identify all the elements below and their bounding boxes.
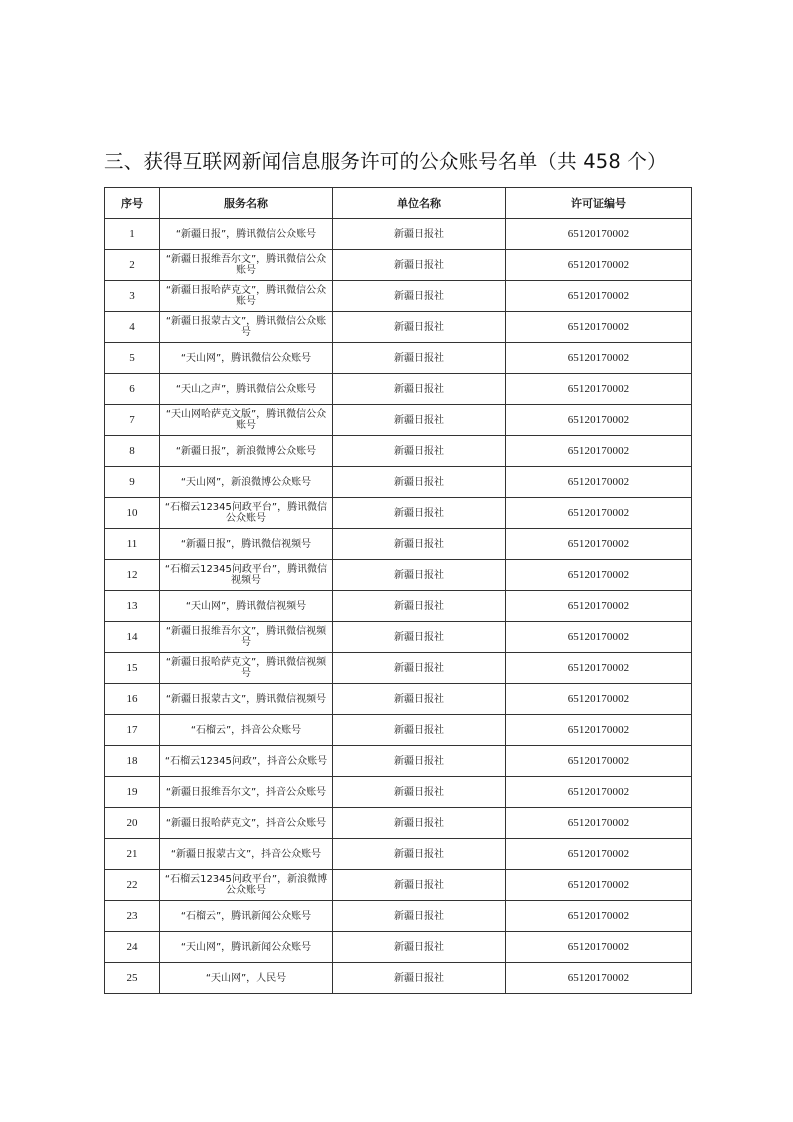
unit-name: 新疆日报社 [333,653,506,684]
table-row [105,622,692,653]
table-row [105,901,692,932]
table-row [105,281,692,312]
unit-name: 新疆日报社 [333,436,506,467]
license-number: 65120170002 [506,932,692,963]
table-row [105,808,692,839]
table-row [105,498,692,529]
service-name: “新疆日报”，腾讯微信视频号 [160,529,333,560]
row-number: 4 [105,312,160,343]
unit-name: 新疆日报社 [333,901,506,932]
service-name: “新疆日报哈萨克文”，腾讯微信公众账号 [160,281,333,312]
license-number: 65120170002 [506,622,692,653]
row-number: 8 [105,436,160,467]
service-name: “天山网”，腾讯新闻公众账号 [160,932,333,963]
license-number: 65120170002 [506,591,692,622]
license-number: 65120170002 [506,684,692,715]
service-name: “天山网哈萨克文版”，腾讯微信公众账号 [160,405,333,436]
unit-name: 新疆日报社 [333,777,506,808]
service-name: “新疆日报蒙古文”，腾讯微信视频号 [160,684,333,715]
table-row [105,932,692,963]
service-name: “天山之声”，腾讯微信公众账号 [160,374,333,405]
unit-name: 新疆日报社 [333,808,506,839]
unit-name: 新疆日报社 [333,498,506,529]
service-name: “新疆日报蒙古文”，腾讯微信公众账号 [160,312,333,343]
unit-name: 新疆日报社 [333,715,506,746]
license-number: 65120170002 [506,746,692,777]
table-row [105,715,692,746]
unit-name: 新疆日报社 [333,250,506,281]
license-number: 65120170002 [506,343,692,374]
table-row [105,250,692,281]
license-number: 65120170002 [506,219,692,250]
license-table [104,187,692,994]
table-row [105,777,692,808]
table-row [105,343,692,374]
table-row [105,591,692,622]
license-number: 65120170002 [506,281,692,312]
row-number: 7 [105,405,160,436]
license-number: 65120170002 [506,901,692,932]
unit-name: 新疆日报社 [333,374,506,405]
service-name: “新疆日报哈萨克文”，抖音公众账号 [160,808,333,839]
row-number: 9 [105,467,160,498]
unit-name: 新疆日报社 [333,343,506,374]
license-number: 65120170002 [506,405,692,436]
license-number: 65120170002 [506,715,692,746]
service-name: “天山网”，腾讯微信视频号 [160,591,333,622]
row-number: 21 [105,839,160,870]
unit-name: 新疆日报社 [333,281,506,312]
table-row [105,529,692,560]
row-number: 17 [105,715,160,746]
table-row [105,405,692,436]
service-name: “新疆日报维吾尔文”，抖音公众账号 [160,777,333,808]
table-header-row [105,188,692,219]
service-name: “石榴云12345问政平台”，腾讯微信公众账号 [160,498,333,529]
row-number: 16 [105,684,160,715]
table-body [105,219,692,994]
unit-name: 新疆日报社 [333,870,506,901]
row-number: 19 [105,777,160,808]
unit-name: 新疆日报社 [333,839,506,870]
license-number: 65120170002 [506,839,692,870]
row-number: 5 [105,343,160,374]
row-number: 23 [105,901,160,932]
table-row [105,839,692,870]
service-name: “天山网”，腾讯微信公众账号 [160,343,333,374]
license-number: 65120170002 [506,436,692,467]
row-number: 12 [105,560,160,591]
license-number: 65120170002 [506,653,692,684]
page-title: 三、获得互联网新闻信息服务许可的公众账号名单（共 458 个） [104,150,667,173]
row-number: 14 [105,622,160,653]
service-name: “新疆日报维吾尔文”，腾讯微信公众账号 [160,250,333,281]
row-number: 25 [105,963,160,994]
table-row [105,653,692,684]
table-row [105,219,692,250]
unit-name: 新疆日报社 [333,312,506,343]
service-name: “新疆日报”，腾讯微信公众账号 [160,219,333,250]
license-number: 65120170002 [506,312,692,343]
row-number: 22 [105,870,160,901]
table-row [105,684,692,715]
header-service-name: 服务名称 [160,188,333,219]
license-number: 65120170002 [506,870,692,901]
row-number: 1 [105,219,160,250]
row-number: 6 [105,374,160,405]
license-number: 65120170002 [506,808,692,839]
table-row [105,746,692,777]
table-row [105,870,692,901]
unit-name: 新疆日报社 [333,746,506,777]
license-number: 65120170002 [506,963,692,994]
license-number: 65120170002 [506,467,692,498]
table-row [105,312,692,343]
service-name: “新疆日报维吾尔文”，腾讯微信视频号 [160,622,333,653]
service-name: “石榴云”，腾讯新闻公众账号 [160,901,333,932]
unit-name: 新疆日报社 [333,622,506,653]
license-number: 65120170002 [506,529,692,560]
unit-name: 新疆日报社 [333,219,506,250]
header-license-number: 许可证编号 [506,188,692,219]
table-row [105,467,692,498]
table-row [105,436,692,467]
unit-name: 新疆日报社 [333,932,506,963]
unit-name: 新疆日报社 [333,684,506,715]
row-number: 3 [105,281,160,312]
row-number: 20 [105,808,160,839]
row-number: 18 [105,746,160,777]
license-number: 65120170002 [506,374,692,405]
service-name: “新疆日报”，新浪微博公众账号 [160,436,333,467]
service-name: “石榴云12345问政平台”，腾讯微信视频号 [160,560,333,591]
row-number: 2 [105,250,160,281]
table-row [105,374,692,405]
header-unit-name: 单位名称 [333,188,506,219]
service-name: “天山网”，人民号 [160,963,333,994]
license-number: 65120170002 [506,560,692,591]
unit-name: 新疆日报社 [333,591,506,622]
service-name: “石榴云12345问政平台”，新浪微博公众账号 [160,870,333,901]
service-name: “新疆日报哈萨克文”，腾讯微信视频号 [160,653,333,684]
service-name: “石榴云12345问政”，抖音公众账号 [160,746,333,777]
service-name: “新疆日报蒙古文”，抖音公众账号 [160,839,333,870]
unit-name: 新疆日报社 [333,405,506,436]
unit-name: 新疆日报社 [333,529,506,560]
row-number: 24 [105,932,160,963]
table-row [105,963,692,994]
service-name: “石榴云”，抖音公众账号 [160,715,333,746]
unit-name: 新疆日报社 [333,560,506,591]
header-no: 序号 [105,188,160,219]
license-number: 65120170002 [506,777,692,808]
row-number: 10 [105,498,160,529]
row-number: 11 [105,529,160,560]
unit-name: 新疆日报社 [333,467,506,498]
license-number: 65120170002 [506,250,692,281]
license-number: 65120170002 [506,498,692,529]
table-row [105,560,692,591]
unit-name: 新疆日报社 [333,963,506,994]
row-number: 15 [105,653,160,684]
service-name: “天山网”，新浪微博公众账号 [160,467,333,498]
row-number: 13 [105,591,160,622]
